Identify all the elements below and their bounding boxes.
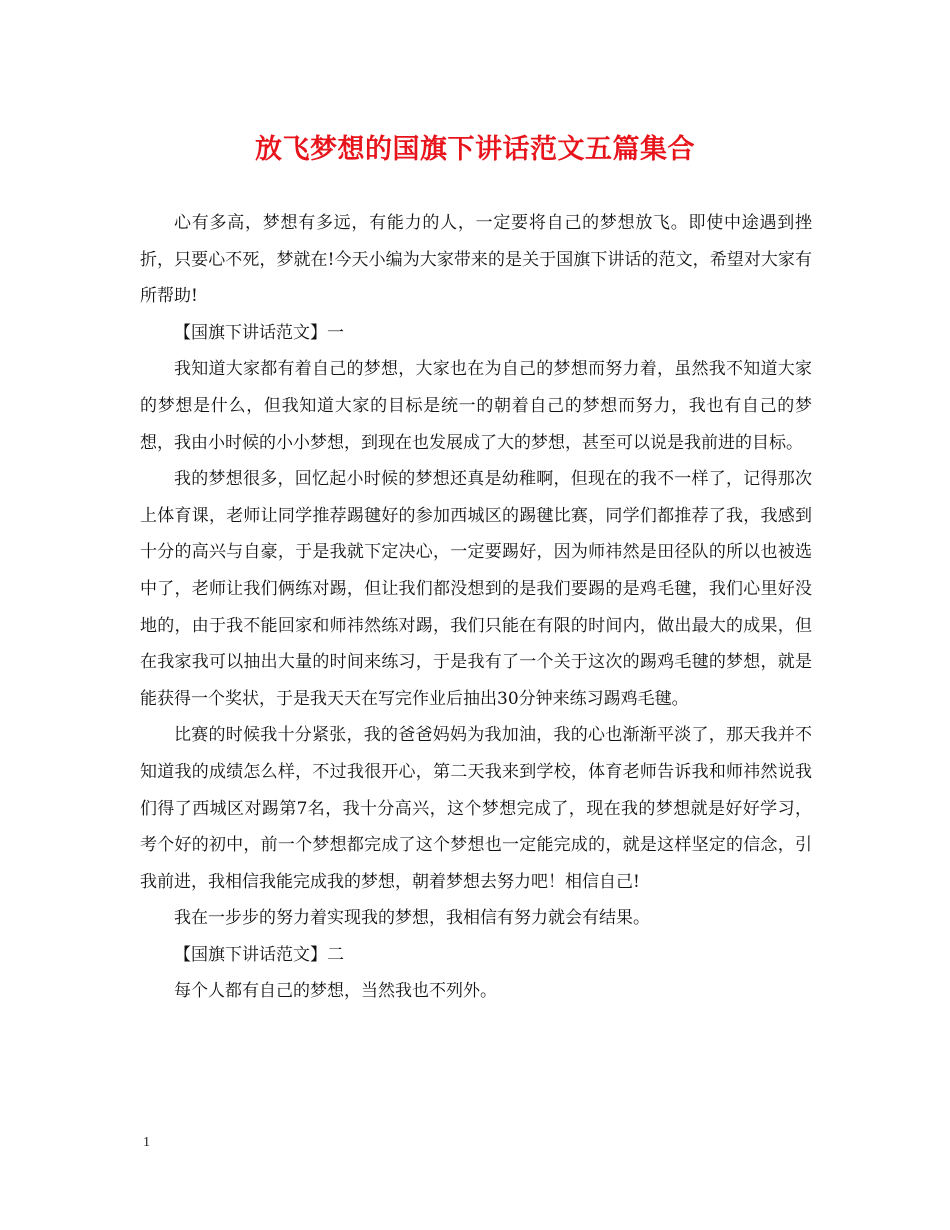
section-heading-1: 【国旗下讲话范文】一 [174,322,344,343]
section-heading-2: 【国旗下讲话范文】二 [174,944,344,965]
intro-paragraph: 心有多高，梦想有多远，有能力的人，一定要将自己的梦想放飞。即使中途遇到挫折，只要心不死，梦就在!今天小编为大家带来的是关于国旗下讲话的范文，希望对大家有所帮助! [140,213,812,307]
document-body [140,205,812,1010]
body-paragraph: 比赛的时候我十分紧张，我的爸爸妈妈为我加油，我的心也渐渐平淡了，那天我并不知道我的成绩怎么样，不过我很开心，第二天我来到学校，体育老师告诉我和师祎然说我们得了西城区对踢第7名，我十分高兴，这个梦想完成了，现在我的梦想就是好好学习，考个好的初中，前一个梦想都完成了这个梦想也一定能完成的，就是这样坚定的信念，引我前进，我相信我能完成我的梦想，朝着梦想去努力吧！相信自己! [140,725,812,892]
body-paragraph: 每个人都有自己的梦想，当然我也不列外。 [174,981,497,1002]
document-title: 放飞梦想的国旗下讲话范文五篇集合 [255,134,695,165]
body-paragraph: 我知道大家都有着自己的梦想，大家也在为自己的梦想而努力着，虽然我不知道大家的梦想是什么，但我知道大家的目标是统一的朝着自己的梦想而努力，我也有自己的梦想，我由小时候的小小梦想，到现在也发展成了大的梦想，甚至可以说是我前进的目标。 [140,359,812,453]
body-paragraph: 我在一步步的努力着实现我的梦想，我相信有努力就会有结果。 [174,908,650,929]
body-paragraph: 我的梦想很多，回忆起小时候的梦想还真是幼稚啊，但现在的我不一样了，记得那次上体育课，老师让同学推荐踢毽好的参加西城区的踢毽比赛，同学们都推荐了我，我感到十分的高兴与自豪，于是我就下定决心，一定要踢好，因为师祎然是田径队的所以也被选中了，老师让我们俩练对踢，但让我们都没想到的是我们要踢的是鸡毛毽，我们心里好没地的，由于我不能回家和师祎然练对踢，我们只能在有限的时间内，做出最大的成果，但在我家我可以抽出大量的时间来练习，于是我有了一个关于这次的踢鸡毛毽的梦想，就是能获得一个奖状，于是我天天在写完作业后抽出30分钟来练习踢鸡毛毽。 [140,469,812,709]
page-number: 1 [143,1135,150,1150]
